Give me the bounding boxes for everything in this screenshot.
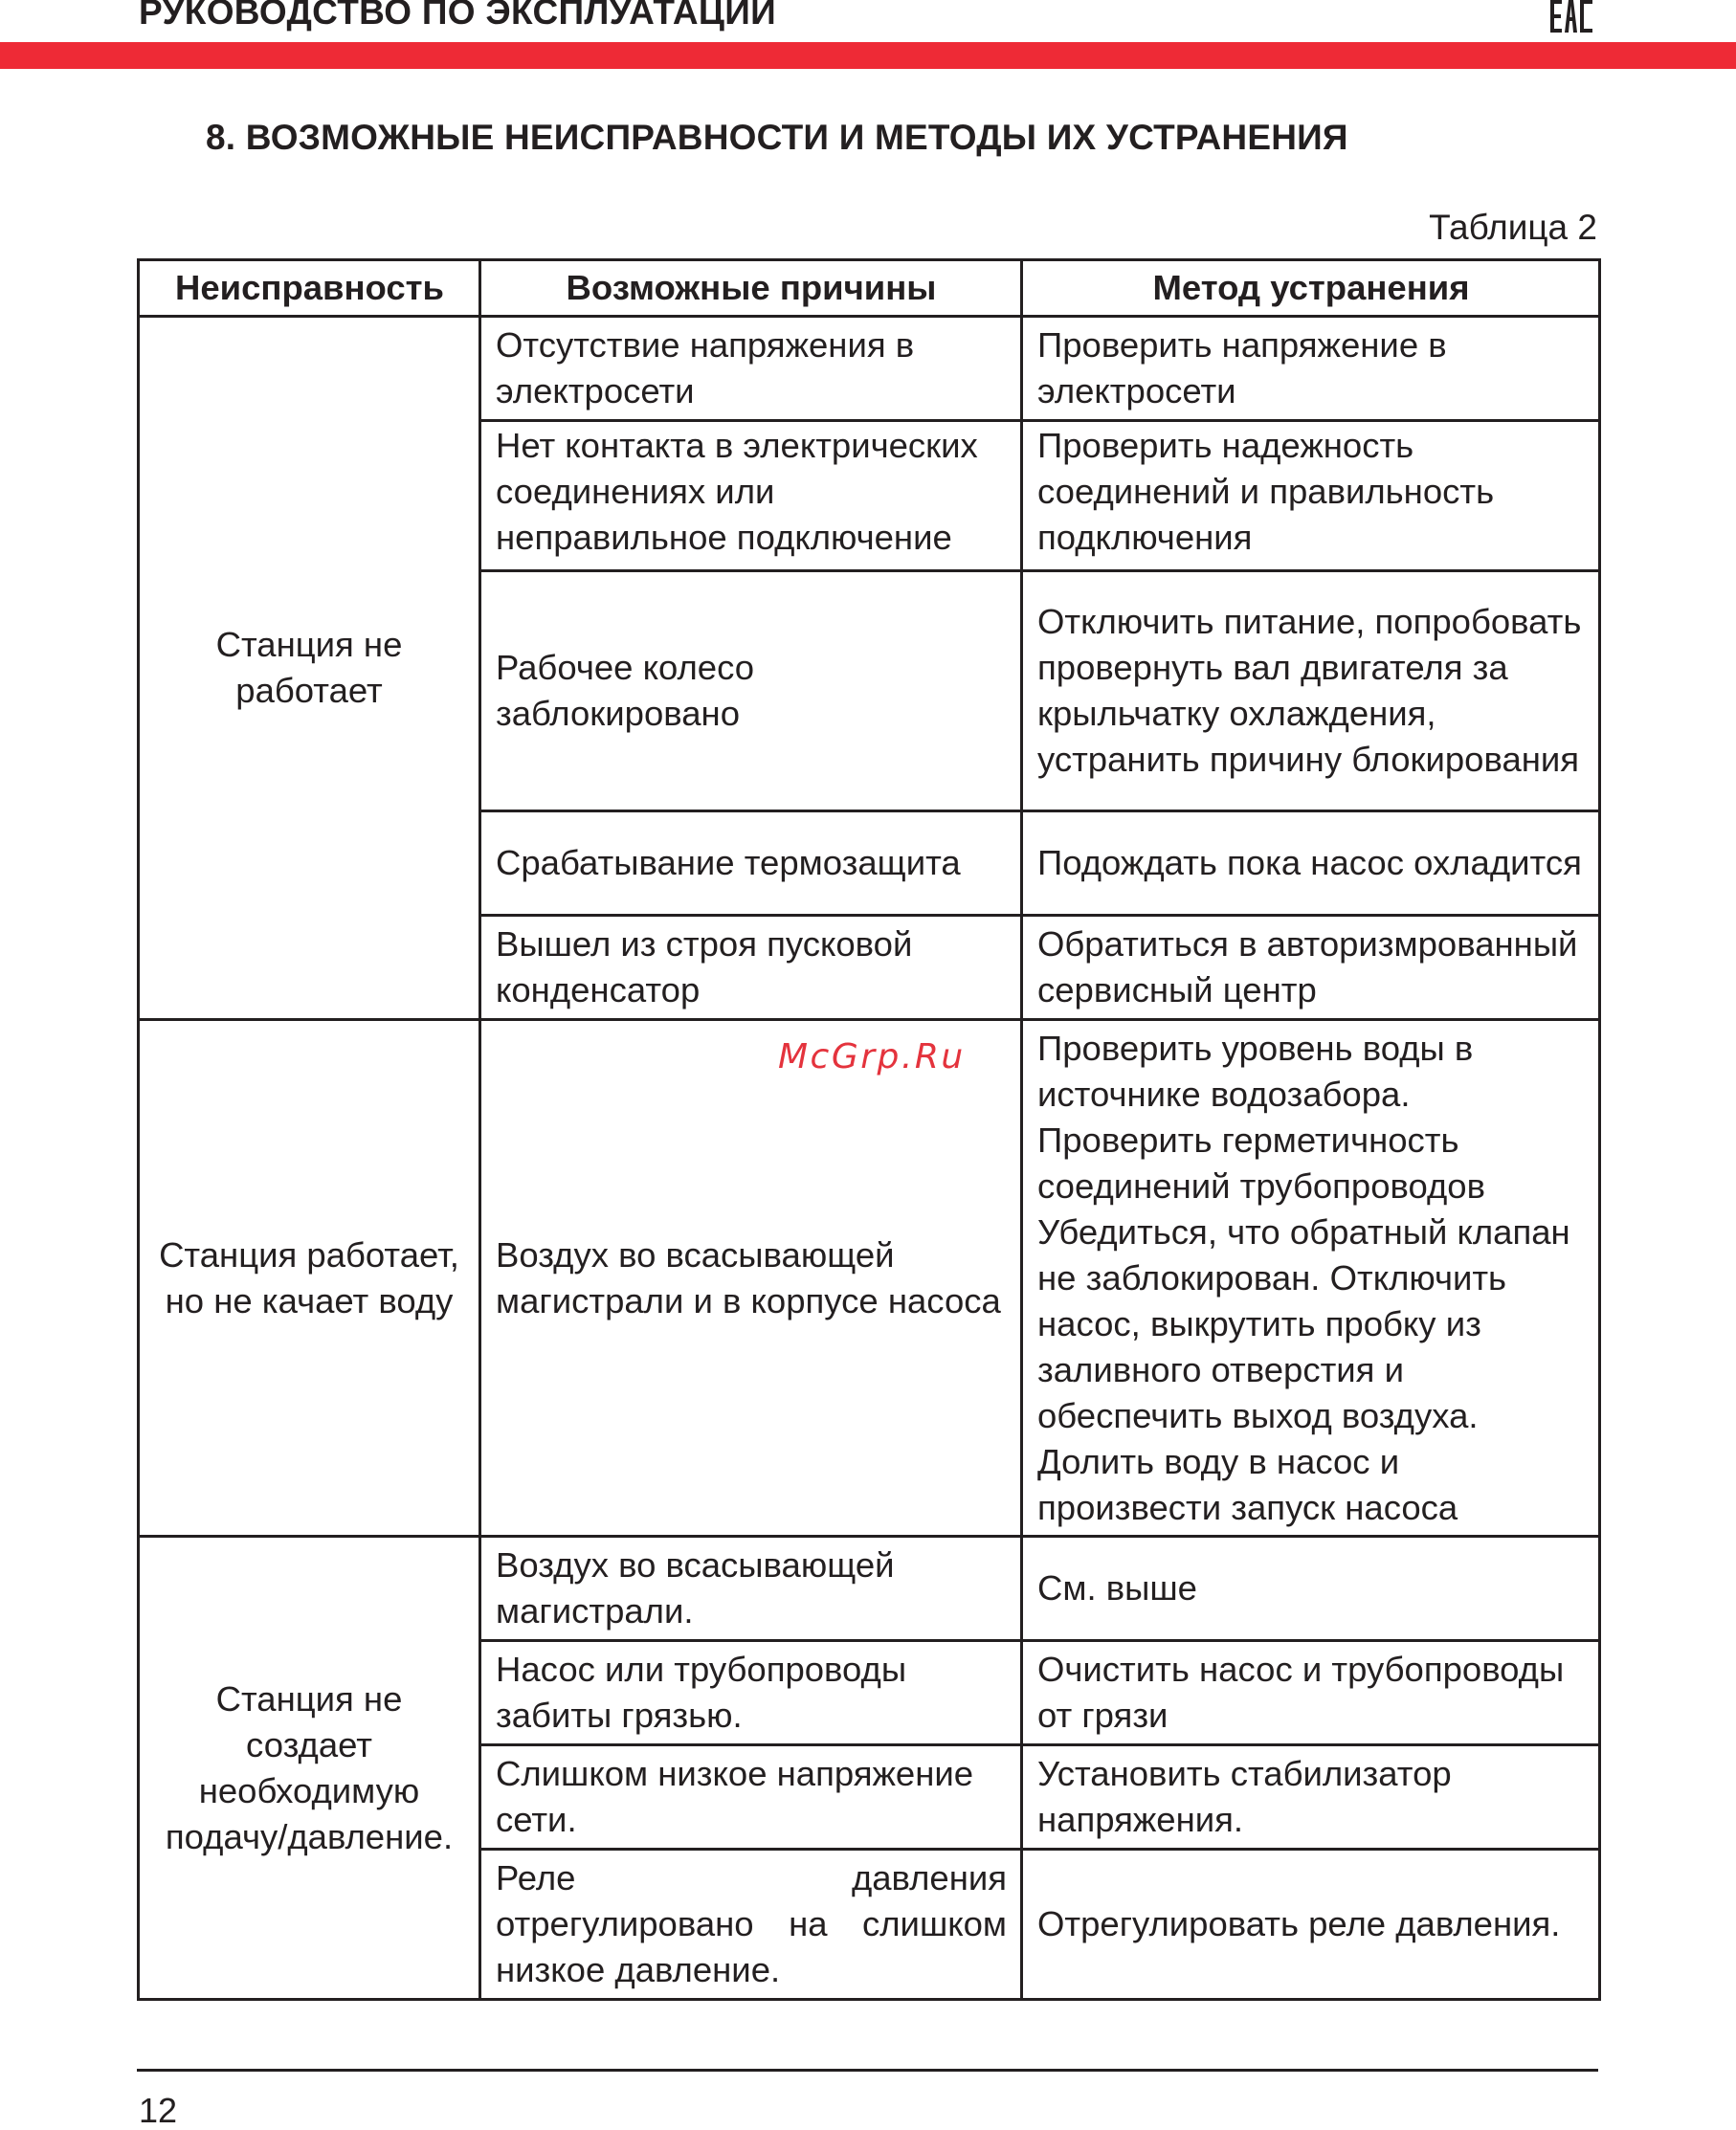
header-title: РУКОВОДСТВО ПО ЭКСПЛУАТАЦИИ bbox=[139, 0, 777, 32]
watermark: McGrp.Ru bbox=[778, 1037, 966, 1076]
table-caption: Таблица 2 bbox=[1429, 208, 1597, 247]
table-header-row bbox=[139, 260, 1600, 317]
eac-logo bbox=[1549, 0, 1595, 38]
column-header-remedy: Метод устранения bbox=[1022, 260, 1600, 317]
cause-cell: Вышел из строя пусковой конденсатор bbox=[480, 916, 1022, 1020]
footer-divider bbox=[137, 2069, 1598, 2072]
cause-cell: Отсутствие напряжения в электросети bbox=[480, 317, 1022, 421]
section-title: 8. ВОЗМОЖНЫЕ НЕИСПРАВНОСТИ И МЕТОДЫ ИХ УСТРАНЕНИЯ bbox=[206, 118, 1348, 157]
remedy-cell: Проверить надежность соединений и правильность подключения bbox=[1022, 421, 1600, 571]
cause-cell: Воздух во всасывающей магистрали. bbox=[480, 1537, 1022, 1641]
column-header-fault: Неисправность bbox=[139, 260, 480, 317]
remedy-cell: Подождать пока насос охладится bbox=[1022, 811, 1600, 916]
header-accent-bar bbox=[0, 42, 1736, 69]
table-row bbox=[139, 317, 1600, 421]
remedy-cell: Проверить уровень воды в источнике водозабора. Проверить герметичность соединений трубопроводов Убедиться, что обратный клапан не заблокирован. Отключить насос, выкрутить пробку из заливного отверстия и обеспечить выход воздуха. Долить воду в насос и произвести запуск насоса bbox=[1022, 1020, 1600, 1537]
fault-cell: Станция не создает необходимую подачу/давление. bbox=[139, 1537, 480, 2000]
remedy-cell: Отрегулировать реле давления. bbox=[1022, 1850, 1600, 2000]
remedy-cell: Очистить насос и трубопроводы от грязи bbox=[1022, 1641, 1600, 1745]
remedy-cell: Обратиться в авторизмрованный сервисный центр bbox=[1022, 916, 1600, 1020]
remedy-cell: См. выше bbox=[1022, 1537, 1600, 1641]
remedy-cell: Отключить питание, попробовать провернуть вал двигателя за крыльчатку охлаждения, устранить причину блокирования bbox=[1022, 571, 1600, 811]
table-row bbox=[139, 1537, 1600, 1641]
remedy-cell: Проверить напряжение в электросети bbox=[1022, 317, 1600, 421]
cause-cell: Слишком низкое напряжение сети. bbox=[480, 1745, 1022, 1850]
remedy-cell: Установить стабилизатор напряжения. bbox=[1022, 1745, 1600, 1850]
cause-cell: Срабатывание термозащита bbox=[480, 811, 1022, 916]
fault-cell: Станция не работает bbox=[139, 317, 480, 1020]
page-number: 12 bbox=[139, 2091, 178, 2130]
cause-cell: Воздух во всасывающей магистрали и в корпусе насоса bbox=[480, 1020, 1022, 1537]
table-row bbox=[139, 1020, 1600, 1537]
troubleshooting-table bbox=[137, 258, 1601, 2001]
fault-cell: Станция работает, но не качает воду bbox=[139, 1020, 480, 1537]
cause-cell: Нет контакта в электрических соединениях или неправильное подключение bbox=[480, 421, 1022, 571]
column-header-causes: Возможные причины bbox=[480, 260, 1022, 317]
cause-cell: Насос или трубопроводы забиты грязью. bbox=[480, 1641, 1022, 1745]
cause-cell: Реле давления отрегулировано на слишком низкое давление. bbox=[480, 1850, 1022, 2000]
cause-cell: Рабочее колесо заблокировано bbox=[480, 571, 1022, 811]
